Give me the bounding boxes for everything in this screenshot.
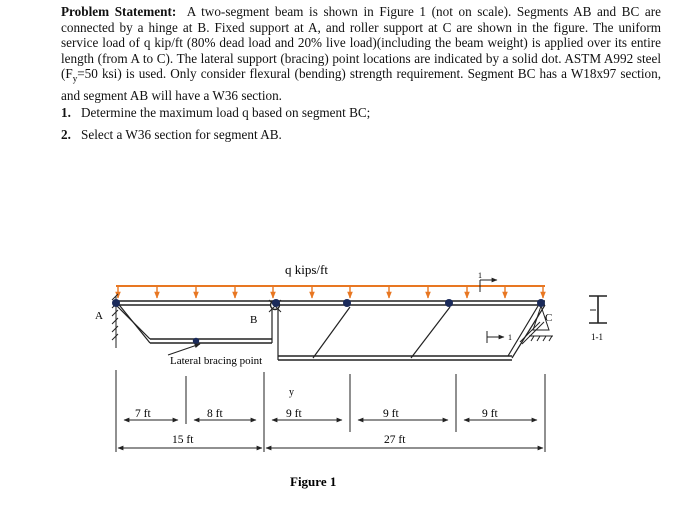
problem-text-part1: A two-segment beam is shown in Figure 1 (not on scale). Segments AB and BC are connected by a hinge at B. Fixed support at A, and roller support at C are shown in the figure. The uniform service load of q kip/ft (80% dead load and 20% live load)(including the beam weight) is applied over its entire length (from A to C). The lateral support (bracing) point locations are indicated by a solid dot. ASTM A992 steel (F <box>61 4 661 82</box>
bracing-label: Lateral bracing point <box>170 355 263 367</box>
section-label: 1-1 <box>591 332 603 342</box>
task-number: 1. <box>61 105 71 120</box>
dim-15ft: 15 ft <box>172 434 194 446</box>
bracing-dot <box>112 299 120 307</box>
load-arrows <box>118 286 543 298</box>
bracing-callout-arrow <box>168 344 200 355</box>
dim-27ft: 27 ft <box>384 434 406 446</box>
section-mark-top: 1 <box>478 271 482 280</box>
dim-9ft-b: 9 ft <box>383 408 399 420</box>
bracing-dot <box>193 338 199 344</box>
dim-9ft-a: 9 ft <box>286 408 302 420</box>
dim-7ft: 7 ft <box>135 408 151 420</box>
task-text: Determine the maximum load q based on segment BC; <box>81 105 371 120</box>
i-section-icon <box>589 296 607 323</box>
bracing-dot <box>272 299 280 307</box>
label-A: A <box>95 310 103 322</box>
figure-caption: Figure 1 <box>290 474 337 489</box>
problem-heading: Problem Statement: <box>61 4 177 19</box>
bracing-dot <box>445 299 453 307</box>
problem-text-part2: =50 ksi) is used. Only consider flexural (bending) strength requirement. Segment BC has a W18x97 section, and segment AB will have a W36 section. <box>61 66 661 103</box>
task-text: Select a W36 section for segment AB. <box>81 127 282 142</box>
axis-y-label: y <box>289 387 294 398</box>
load-label: q kips/ft <box>285 262 328 277</box>
label-B: B <box>250 314 258 326</box>
dim-8ft: 8 ft <box>207 408 223 420</box>
dim-9ft-c: 9 ft <box>482 408 498 420</box>
brace-line <box>313 307 350 358</box>
fy-subscript: y <box>72 74 78 85</box>
label-C: C <box>545 312 553 324</box>
distributed-load <box>116 286 545 298</box>
bracing-dot <box>343 299 351 307</box>
section-mark-bottom: 1 <box>508 333 512 342</box>
brace-line <box>411 307 450 358</box>
section-cut-mark <box>480 280 504 343</box>
bracing-dot <box>537 299 545 307</box>
task-number: 2. <box>61 127 71 142</box>
